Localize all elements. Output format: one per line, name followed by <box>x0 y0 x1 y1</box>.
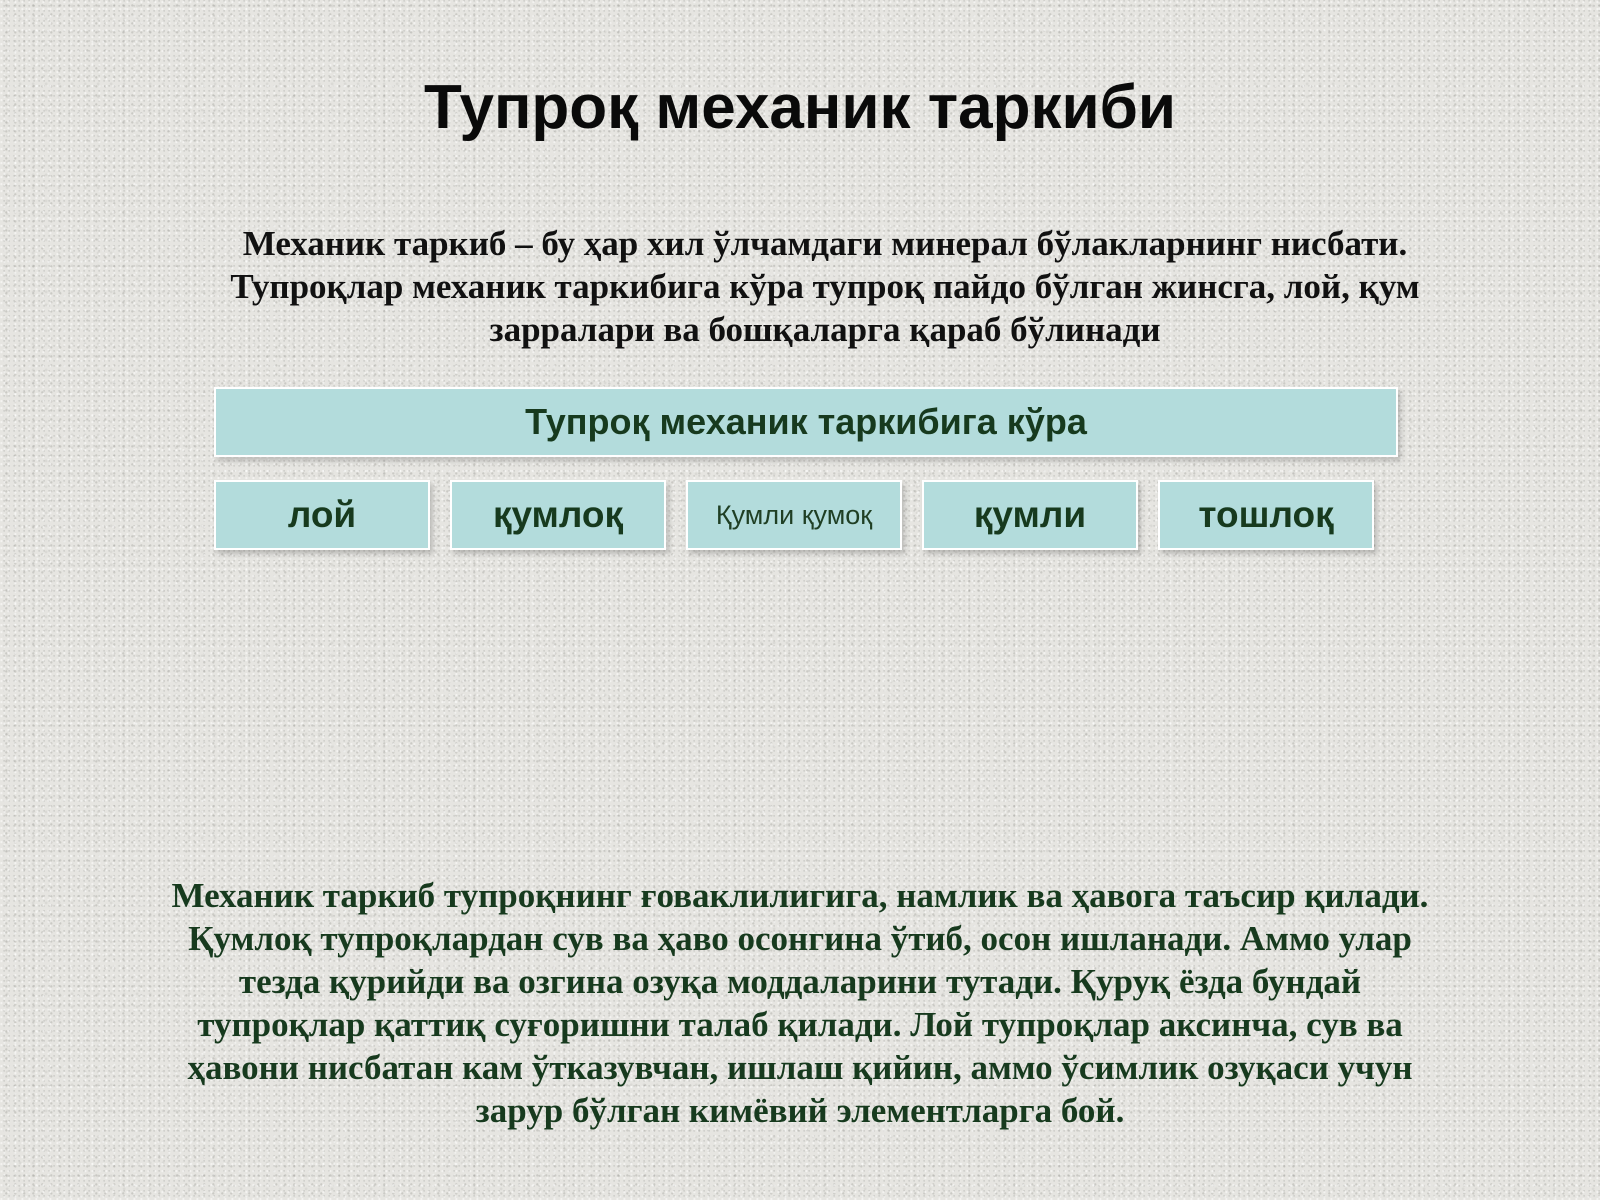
category-box-loy: лой <box>214 480 430 550</box>
category-box-qumloq: қумлоқ <box>450 480 666 550</box>
classification-diagram <box>214 387 1398 553</box>
bottom-paragraph <box>70 874 1530 1132</box>
category-box-qumli-qumoq: Қумли қумоқ <box>686 480 902 550</box>
intro-line: Тупроқлар механик таркибига кўра тупроқ пайдо бўлган жинсга, лой, қум <box>230 267 1420 306</box>
slide-title: Тупроқ механик таркиби <box>423 73 1177 142</box>
bottom-line: ҳавони нисбатан кам ўтказувчан, ишлаш қийин, аммо ўсимлик озуқаси учун <box>187 1048 1413 1087</box>
category-box-toshloq: тошлоқ <box>1158 480 1374 550</box>
bottom-line: Механик таркиб тупроқнинг ғоваклилигига, намлик ва ҳавога таъсир қилади. <box>171 876 1429 915</box>
category-row <box>214 480 1398 550</box>
bottom-line: тезда қурийди ва озгина озуқа моддаларини тутади. Қуруқ ёзда бундай <box>238 962 1362 1001</box>
intro-line: зарралари ва бошқаларга қараб бўлинади <box>489 310 1161 349</box>
bottom-line: тупроқлар қаттиқ суғоришни талаб қилади. Лой тупроқлар аксинча, сув ва <box>197 1005 1403 1044</box>
category-box-qumli: қумли <box>922 480 1138 550</box>
intro-line: Механик таркиб – бу ҳар хил ўлчамдаги минерал бўлакларнинг нисбати. <box>242 224 1408 263</box>
bottom-line: зарур бўлган кимёвий элементларга бой. <box>475 1091 1125 1130</box>
intro-paragraph <box>140 222 1510 351</box>
bottom-line: Қумлоқ тупроқлардан сув ва ҳаво осонгина ўтиб, осон ишланади. Аммо улар <box>188 919 1412 958</box>
diagram-header-box: Тупроқ механик таркибига кўра <box>214 387 1398 457</box>
